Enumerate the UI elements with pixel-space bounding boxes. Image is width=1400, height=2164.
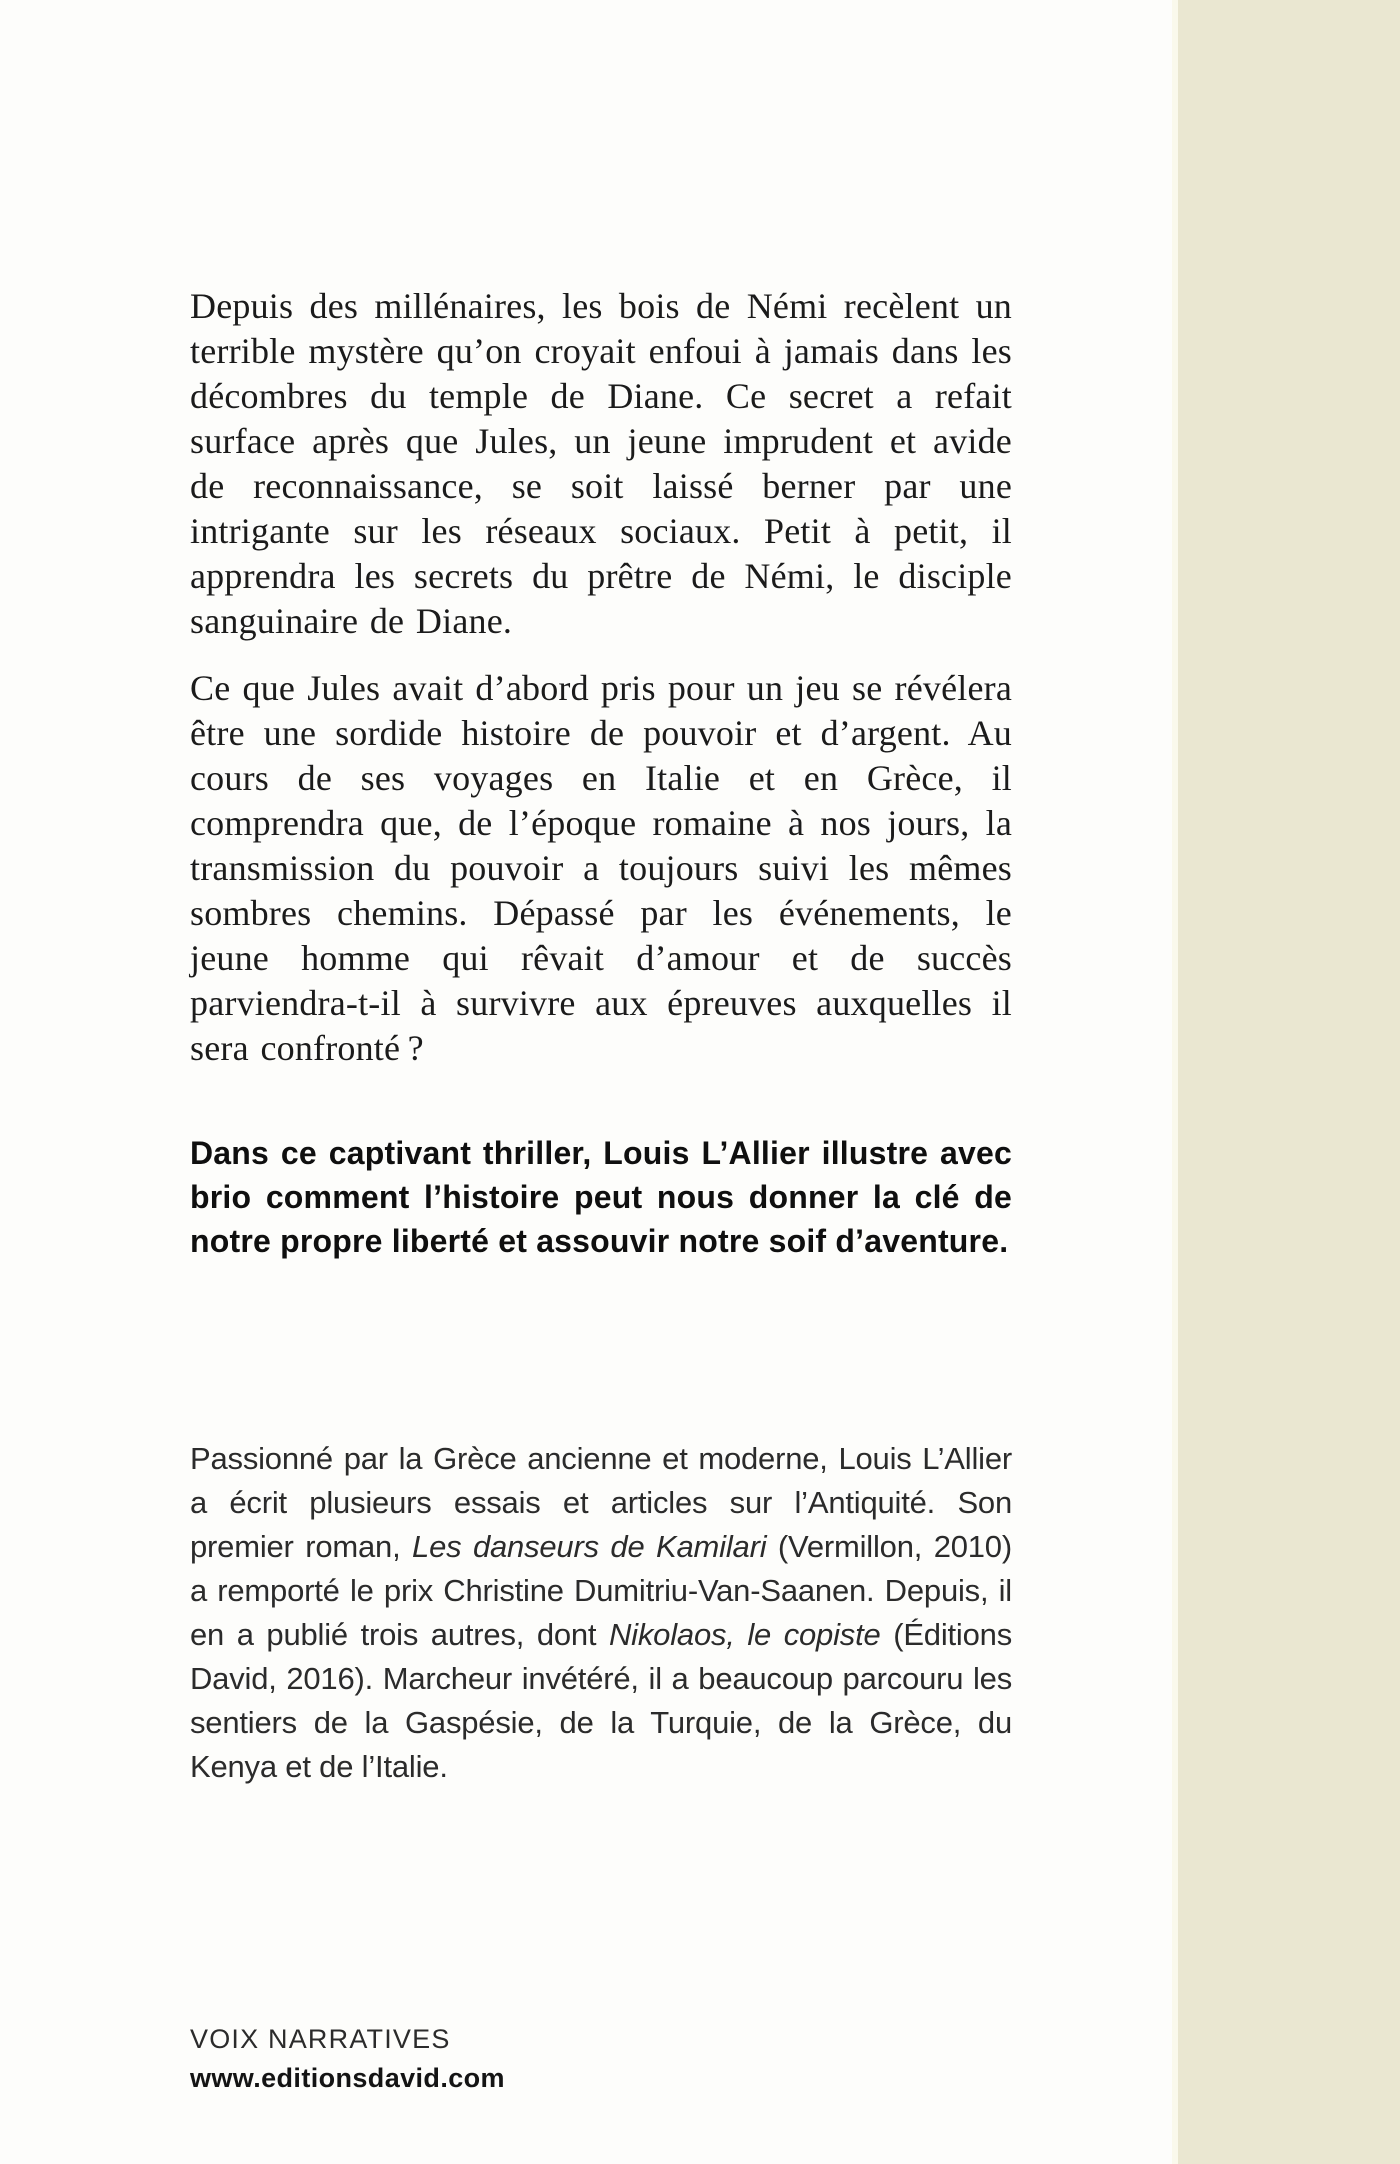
text-column [190, 284, 1012, 1789]
synopsis-paragraph-1: Depuis des millénaires, les bois de Némi recèlent un terrible mystère qu’on croyait enfoui à jamais dans les décombres du temple de Diane. Ce secret a refait surface après que Jules, un jeune imprudent et avide de reconnaissance, se soit laissé berner par une intrigante sur les réseaux sociaux. Petit à petit, il apprendra les secrets du prêtre de Némi, le disciple sanguinaire de Diane. [190, 286, 1012, 641]
author-bio: Passionné par la Grèce ancienne et moderne, Louis L’Allier a écrit plusieurs essais et articles sur l’Antiquité. Son premier roman, Les danseurs de Kamilari (Vermillon, 2010) a remporté le prix Christine Dumitriu-Van-Saanen. Depuis, il en a publié trois autres, dont Nikolaos, le copiste (Éditions David, 2016). Marcheur invétéré, il a beaucoup parcouru les sentiers de la Gaspésie, de la Turquie, de la Grèce, du Kenya et de l’Italie. [190, 1441, 1013, 1784]
publisher-website: www.editionsdavid.com [190, 2063, 505, 2093]
collection-name: VOIX NARRATIVES [190, 2024, 451, 2054]
accent-stripe [1172, 0, 1400, 2164]
synopsis-paragraph-2: Ce que Jules avait d’abord pris pour un jeu se révélera être une sordide histoire de pouvoir et d’argent. Au cours de ses voyages en Italie et en Grèce, il comprendra que, de l’époque romaine à nos jours, la transmission du pouvoir a toujours suivi les mêmes sombres chemins. Dépassé par les événements, le jeune homme qui rêvait d’amour et de succès parviendra-t-il à survivre aux épreuves auxquelles il sera confronté ? [190, 668, 1012, 1068]
highlight-paragraph: Dans ce captivant thriller, Louis L’Allier illustre avec brio comment l’histoire peut nous donner la clé de notre propre liberté et assouvir notre soif d’aventure. [190, 1135, 1012, 1259]
footer [190, 2022, 505, 2095]
